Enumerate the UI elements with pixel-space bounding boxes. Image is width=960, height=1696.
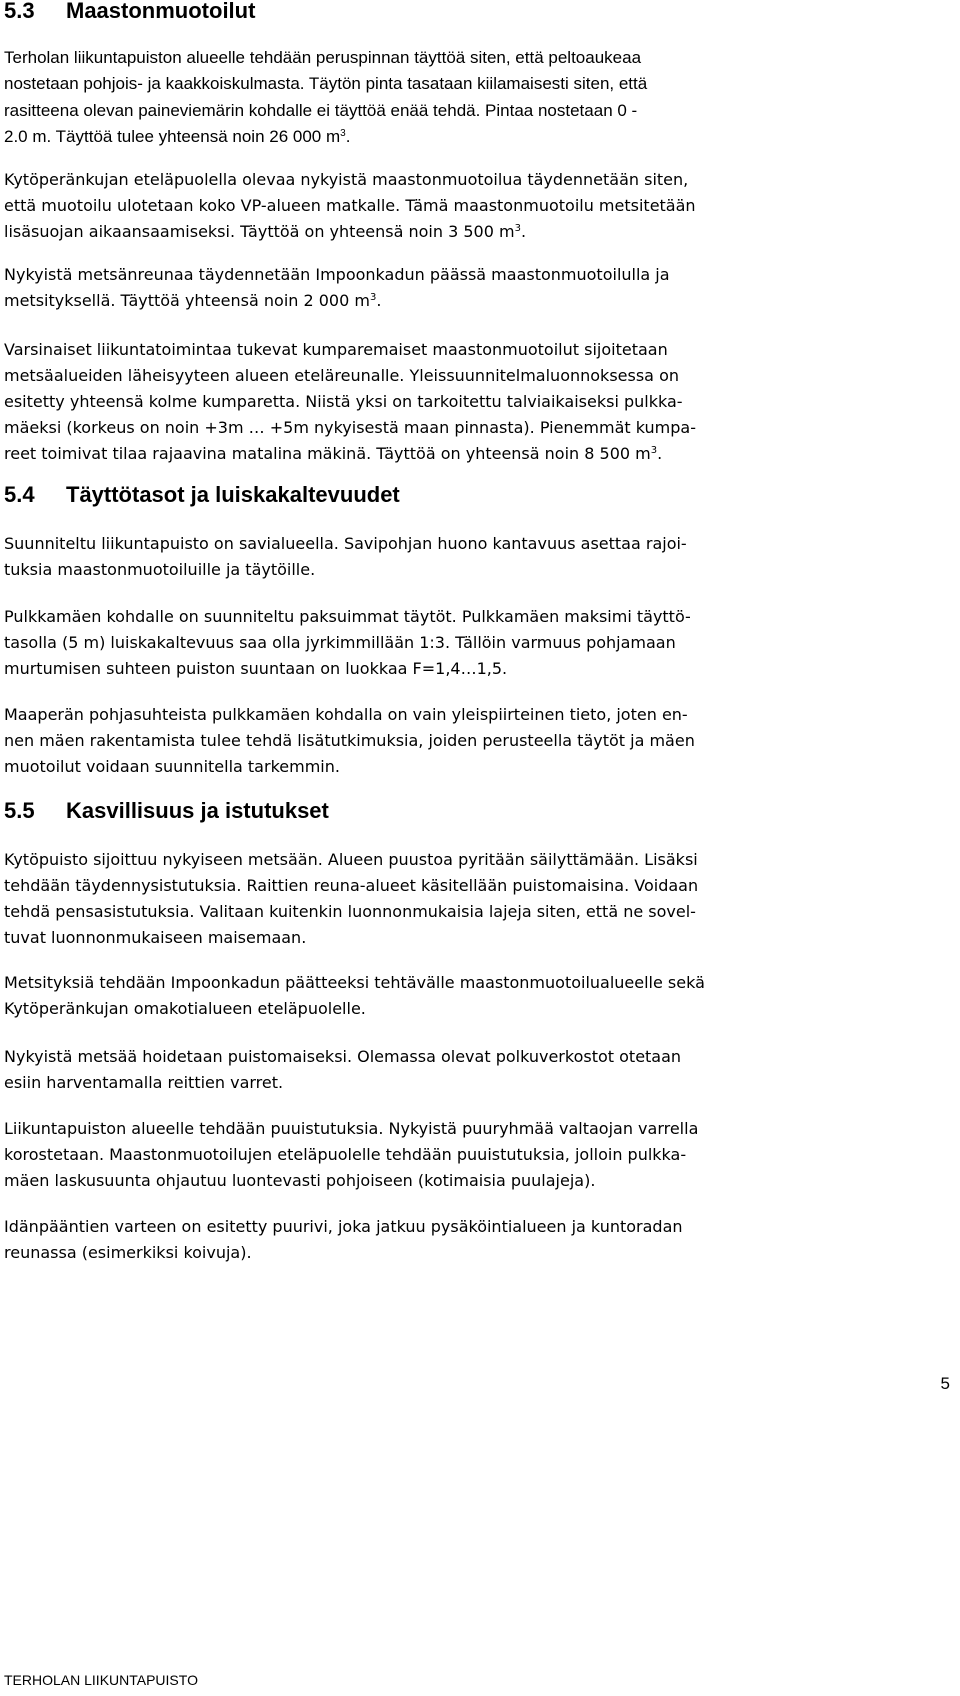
paragraph: Nykyistä metsää hoidetaan puistomaiseksi. Olemassa olevat polkuverkostot otetaan esiin harventamalla reittien varret.: [4, 1047, 682, 1092]
section-title: Täyttötasot ja luiskakaltevuudet: [66, 482, 400, 507]
footer-text: TERHOLAN LIIKUNTAPUISTO: [4, 1672, 198, 1688]
section-number: 5.5: [4, 798, 35, 823]
section-number: 5.4: [4, 482, 35, 507]
paragraph: Liikuntapuiston alueelle tehdään puuistutuksia. Nykyistä puuryhmää valtaojan varrella korostetaan. Maastonmuotoilujen eteläpuolelle tehdään puuistutuksia, jolloin pulkka- mäen laskusuunta ohjautuu luontevasti pohjoiseen (kotimaisia puulajeja).: [4, 1119, 699, 1190]
paragraph: Terholan liikuntapuiston alueelle tehdään peruspinnan täyttöä siten, että peltoaukeaa nostetaan pohjois- ja kaakkoiskulmasta. Täytön pinta tasataan kiilamaisesti siten, että rasitteena olevan paineviemärin kohdalle ei täyttöä enää tehdä. Pintaa nostetaan 0 - 2.0 m. Täyttöä tulee yhteensä noin 26 000 $m^3$.: [4, 48, 648, 146]
section-title: Kasvillisuus ja istutukset: [66, 798, 329, 823]
paragraph: Varsinaiset liikuntatoimintaa tukevat kumparemaiset maastonmuotoilut sijoitetaan metsäalueiden läheisyyteen alueen eteläreunalle. Yleissuunnitelmaluonnoksessa on esitetty yhteensä kolme kumparetta. Niistä yksi on tarkoitettu talviaikaiseksi pulkka- mäeksi (korkeus on noin +3m … +5m nykyisestä maan pinnasta). Pienemmät kumpa- reet toimivat tilaa rajaavina matalina mäkinä. Täyttöä on yhteensä noin 8 500 $m^3$.: [4, 340, 696, 463]
paragraph: Kytöpuisto sijoittuu nykyiseen metsään. Alueen puustoa pyritään säilyttämään. Lisäksi tehdään täydennysistutuksia. Raittien reuna-alueet käsitellään puistomaisina. Voidaan tehdä pensasistutuksia. Valitaan kuitenkin luonnonmukaisia lajeja siten, että ne sovel- tuvat luonnonmukaiseen maisemaan.: [4, 850, 699, 947]
section-heading-5-3: [4, 0, 255, 24]
paragraph: Maaperän pohjasuhteista pulkkamäen kohdalla on vain yleispiirteinen tieto, joten en- nen mäen rakentamista tulee tehdä lisätutkimuksia, joiden perusteella täytöt ja mäen muotoilut voidaan suunnitella tarkemmin.: [4, 705, 695, 776]
page-number: 5: [940, 1374, 950, 1393]
paragraph: Suunniteltu liikuntapuisto on savialueella. Savipohjan huono kantavuus asettaa rajoi- tuksia maastonmuotoiluille ja täytöille.: [4, 534, 687, 579]
section-heading-5-5: [4, 798, 329, 824]
section-heading-5-4: [4, 482, 400, 508]
section-number: 5.3: [4, 0, 35, 23]
paragraph: Kytöperänkujan eteläpuolella olevaa nykyistä maastonmuotoilua täydennetään siten, että muotoilu ulotetaan koko VP-alueen matkalle. Tämä maastonmuotoilu metsitetään lisäsuojan aikaansaamiseksi. Täyttöä on yhteensä noin 3 500 $m^3$.: [4, 170, 696, 241]
paragraph: Idänpääntien varteen on esitetty puurivi, joka jatkuu pysäköintialueen ja kuntoradan reunassa (esimerkiksi koivuja).: [4, 1217, 683, 1262]
section-title: Maastonmuotoilut: [66, 0, 256, 23]
paragraph: Nykyistä metsänreunaa täydennetään Impoonkadun päässä maastonmuotoilulla ja metsityksellä. Täyttöä yhteensä noin 2 000 $m^3$.: [4, 265, 670, 310]
paragraph: Pulkkamäen kohdalle on suunniteltu paksuimmat täytöt. Pulkkamäen maksimi täyttö- tasolla (5 m) luiskakaltevuus saa olla jyrkimmillään 1:3. Tällöin varmuus pohjamaan murtumisen suhteen puiston suuntaan on luokkaa F=1,4…1,5.: [4, 607, 691, 678]
paragraph: Metsityksiä tehdään Impoonkadun päätteeksi tehtävälle maastonmuotoilualueelle sekä Kytöperänkujan omakotialueen eteläpuolelle.: [4, 973, 705, 1018]
